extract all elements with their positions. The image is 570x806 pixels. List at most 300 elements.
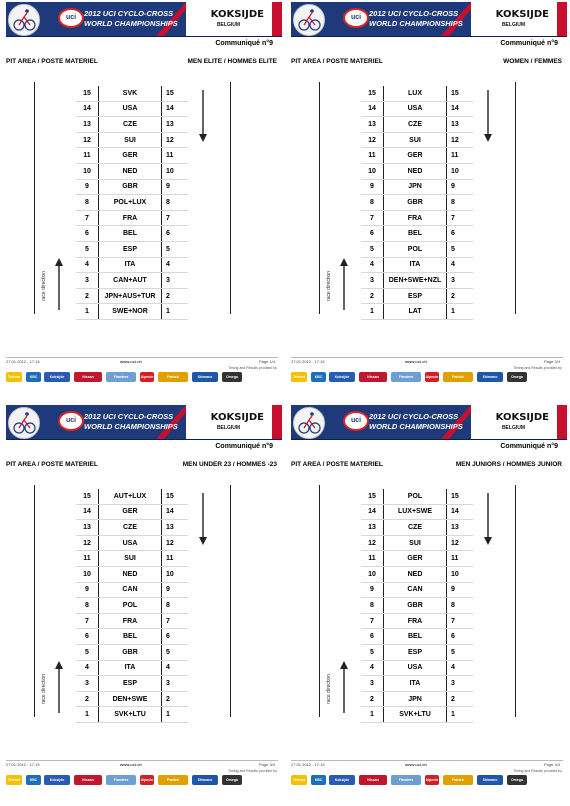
sponsor-logo: Telenet [6,372,22,382]
pit-number-right: 3 [447,676,474,692]
pit-row [361,195,473,211]
team-cell: ITA [99,660,162,676]
pit-number-right: 11 [447,148,474,164]
pit-number-right: 4 [447,660,474,676]
team-cell: FRA [384,210,447,226]
championship-logo [8,407,40,439]
pit-row [361,613,473,629]
team-cell: FRA [99,210,162,226]
pit-row [76,535,188,551]
sponsor-logo: Koksijde [44,775,70,785]
pit-number-right: 15 [162,489,189,504]
pit-assignment-table [361,86,473,320]
pit-number-left: 15 [76,489,99,504]
pit-number-left: 13 [361,117,384,133]
pit-row [361,163,473,179]
footer-date: 27.01.2012 - 17:15 [291,359,325,364]
pit-number-right: 9 [162,179,189,195]
communique-page-4 [285,403,570,806]
pit-number-right: 8 [162,195,189,211]
pit-row [76,676,188,692]
team-cell: SUI [99,551,162,567]
pit-number-left: 4 [361,660,384,676]
pit-number-right: 8 [447,195,474,211]
communique-number: Communiqué n°9 [215,443,273,450]
category-label: MEN UNDER 23 / HOMMES -23 [182,461,277,468]
banner-title-line2: WORLD CHAMPIONSHIPS [369,19,463,28]
pit-number-right: 3 [162,676,189,692]
pit-number-left: 8 [361,195,384,211]
pit-assignment-table [361,489,473,723]
team-cell: CZE [99,117,162,133]
pit-number-right: 9 [447,582,474,598]
pit-number-left: 3 [361,273,384,289]
sponsor-logo: Alpecin [425,372,439,382]
pit-number-right: 5 [447,644,474,660]
pit-number-right: 12 [447,132,474,148]
pit-area-label: PIT AREA / POSTE MATERIEL [291,461,383,468]
pit-row [76,489,188,504]
arrow-down-icon [199,493,207,545]
communique-number: Communiqué n°9 [500,40,558,47]
pit-row [76,598,188,614]
event-banner [291,2,567,37]
banner-accent-strip [272,405,282,439]
pit-number-right: 7 [447,210,474,226]
pit-number-right: 11 [447,551,474,567]
team-cell: USA [384,101,447,117]
team-cell: ESP [99,241,162,257]
uci-logo: uci [58,411,84,431]
pit-row [361,691,473,707]
pit-number-left: 15 [76,86,99,101]
pit-number-left: 9 [361,582,384,598]
communique-number: Communiqué n°9 [215,40,273,47]
pit-area-label: PIT AREA / POSTE MATERIEL [291,58,383,65]
communique-page-3 [0,403,285,806]
pit-row [76,504,188,520]
team-cell: GER [99,148,162,164]
pit-number-right: 10 [447,163,474,179]
host-country: BELGIUM [501,425,525,431]
pit-number-left: 1 [76,304,99,320]
pit-number-right: 2 [447,691,474,707]
footer-date: 27.01.2012 - 17:15 [6,359,40,364]
pit-row [76,148,188,164]
race-direction-label: race direction [326,271,332,302]
sponsor-logo: Omega [507,775,527,785]
banner-title-line2: WORLD CHAMPIONSHIPS [84,19,178,28]
pit-number-left: 7 [76,210,99,226]
pit-number-left: 8 [76,598,99,614]
pit-number-left: 6 [76,226,99,242]
pit-row [361,148,473,164]
pit-row [76,288,188,304]
sponsor-logo: KBC [26,775,41,785]
race-direction-label: race direction [326,674,332,705]
course-edge-right [230,485,231,717]
team-cell: JPN+AUS+TUR [99,288,162,304]
team-cell: GER [384,551,447,567]
pit-number-right: 14 [162,101,189,117]
pit-number-left: 3 [361,676,384,692]
host-city: KOKSIJDE [210,9,264,20]
event-banner [6,405,282,440]
team-cell: SVK+LTU [384,707,447,723]
pit-number-left: 12 [76,132,99,148]
sponsor-logo: Shimano [192,775,218,785]
team-cell: USA [99,101,162,117]
communique-page-2 [285,0,570,403]
pit-row [361,629,473,645]
team-cell: CZE [384,117,447,133]
arrow-down-icon [484,90,492,142]
championship-logo [293,407,325,439]
team-cell: ITA [384,257,447,273]
pit-row [361,288,473,304]
team-cell: GBR [99,179,162,195]
course-edge-right [230,82,231,314]
arrow-up-icon [55,258,63,310]
pit-number-right: 10 [447,566,474,582]
pit-row [76,86,188,101]
pit-number-left: 13 [361,520,384,536]
sponsor-logo: Koksijde [44,372,70,382]
pit-number-left: 5 [76,241,99,257]
host-country: BELGIUM [216,22,240,28]
team-cell: USA [99,535,162,551]
footer-timing-credit: Timing and Results provided by [228,769,277,773]
sponsor-logo: Nissan [359,775,387,785]
host-country: BELGIUM [216,425,240,431]
pit-row [361,707,473,723]
pit-row [76,613,188,629]
pit-row [361,551,473,567]
team-cell: USA [384,660,447,676]
pit-number-left: 12 [361,535,384,551]
pit-number-right: 13 [162,520,189,536]
pit-number-right: 5 [162,644,189,660]
pit-row [76,101,188,117]
pit-number-right: 3 [162,273,189,289]
team-cell: NED [99,163,162,179]
sponsor-logo: Flanders [106,372,136,382]
pit-number-right: 4 [162,660,189,676]
pit-number-left: 2 [361,691,384,707]
footer-divider [291,357,563,358]
sponsor-logo: Patrick [443,775,473,785]
pit-row [76,117,188,133]
pit-number-left: 6 [361,226,384,242]
pit-number-left: 11 [361,551,384,567]
team-cell: CAN [99,582,162,598]
team-cell: POL+LUX [99,195,162,211]
footer-page-number: Page 2/4 [543,359,560,364]
pit-number-left: 14 [76,101,99,117]
pit-number-right: 15 [162,86,189,101]
pit-row [361,676,473,692]
team-cell: BEL [384,629,447,645]
banner-title-line1: 2012 UCI CYCLO-CROSS [369,9,459,18]
arrow-down-icon [484,493,492,545]
team-cell: CAN+AUT [99,273,162,289]
pit-row [361,598,473,614]
team-cell: NED [99,566,162,582]
pit-number-right: 11 [162,551,189,567]
pit-row [76,691,188,707]
pit-number-left: 14 [361,504,384,520]
pit-row [361,566,473,582]
banner-title-line1: 2012 UCI CYCLO-CROSS [369,412,459,421]
uci-logo: uci [343,411,369,431]
pit-row [76,179,188,195]
sponsor-logo: Flanders [106,775,136,785]
course-edge-right [515,82,516,314]
sponsor-logo: Nissan [74,372,102,382]
pit-assignment-table [76,489,188,723]
footer-date: 27.01.2012 - 17:15 [6,762,40,767]
team-cell: CZE [99,520,162,536]
pit-row [76,273,188,289]
footer-url[interactable]: www.uci.ch [120,359,142,364]
pit-number-left: 5 [76,644,99,660]
category-label: MEN JUNIORS / HOMMES JUNIOR [455,461,562,468]
pit-number-left: 5 [361,241,384,257]
pit-row [361,179,473,195]
pit-number-right: 13 [447,117,474,133]
team-cell: JPN [384,691,447,707]
team-cell: CZE [384,520,447,536]
communique-number: Communiqué n°9 [500,443,558,450]
banner-accent-strip [557,405,567,439]
pit-number-left: 1 [361,304,384,320]
pit-number-left: 15 [361,86,384,101]
pit-row [76,241,188,257]
pit-row [361,226,473,242]
pit-number-left: 6 [76,629,99,645]
pit-number-left: 12 [76,535,99,551]
pit-number-right: 9 [162,582,189,598]
pit-number-right: 3 [447,273,474,289]
team-cell: ESP [384,288,447,304]
team-cell: NED [384,163,447,179]
championship-logo [8,4,40,36]
pit-row [76,132,188,148]
sponsor-logo: Omega [507,372,527,382]
pit-number-right: 7 [162,613,189,629]
sponsor-logo: KBC [311,372,326,382]
pit-number-left: 3 [76,273,99,289]
pit-row [361,520,473,536]
pit-row [361,132,473,148]
team-cell: ESP [99,676,162,692]
team-cell: BEL [99,226,162,242]
course-edge-left [34,485,35,717]
pit-row [361,86,473,101]
pit-number-right: 15 [447,86,474,101]
pit-number-left: 11 [76,148,99,164]
sponsor-logo: Shimano [477,775,503,785]
pit-number-right: 7 [447,613,474,629]
sponsor-logo: Telenet [291,775,307,785]
team-cell: LUX+SWE [384,504,447,520]
pit-row [76,257,188,273]
pit-number-right: 12 [447,535,474,551]
pit-number-right: 2 [447,288,474,304]
pit-number-left: 6 [361,629,384,645]
banner-title-line2: WORLD CHAMPIONSHIPS [84,422,178,431]
sponsor-logo: Patrick [443,372,473,382]
race-direction-label: race direction [41,674,47,705]
team-cell: SUI [384,132,447,148]
sponsor-logo: Alpecin [425,775,439,785]
team-cell: BEL [99,629,162,645]
pit-number-left: 15 [361,489,384,504]
sponsor-logo: Nissan [74,775,102,785]
pit-number-right: 1 [447,304,474,320]
banner-title-line1: 2012 UCI CYCLO-CROSS [84,412,174,421]
course-edge-left [319,82,320,314]
footer-page-number: Page 1/4 [258,359,275,364]
pit-number-left: 14 [361,101,384,117]
sponsor-logo: Alpecin [140,372,154,382]
event-banner [291,405,567,440]
pit-row [76,644,188,660]
pit-number-left: 11 [361,148,384,164]
pit-number-right: 6 [447,226,474,242]
banner-title-line1: 2012 UCI CYCLO-CROSS [84,9,174,18]
team-cell: SUI [384,535,447,551]
host-city-box [471,405,567,439]
category-label: WOMEN / FEMMES [503,58,562,65]
pit-number-right: 7 [162,210,189,226]
pit-number-left: 4 [76,257,99,273]
championship-logo [293,4,325,36]
pit-number-left: 12 [361,132,384,148]
sponsor-logo: Koksijde [329,372,355,382]
pit-number-right: 14 [162,504,189,520]
uci-logo: uci [58,8,84,28]
team-cell: JPN [384,179,447,195]
pit-number-right: 1 [447,707,474,723]
host-city: KOKSIJDE [210,412,264,423]
pit-row [361,660,473,676]
pit-area-label: PIT AREA / POSTE MATERIEL [6,58,98,65]
team-cell: ITA [384,676,447,692]
team-cell: LUX [384,86,447,101]
pit-number-right: 6 [162,226,189,242]
pit-area-label: PIT AREA / POSTE MATERIEL [6,461,98,468]
pit-row [361,644,473,660]
pit-number-left: 4 [76,660,99,676]
event-banner [6,2,282,37]
team-cell: GBR [384,598,447,614]
team-cell: LAT [384,304,447,320]
pit-number-right: 8 [447,598,474,614]
footer-timing-credit: Timing and Results provided by [228,366,277,370]
footer-timing-credit: Timing and Results provided by [513,366,562,370]
team-cell: DEN+SWE [99,691,162,707]
pit-row [361,582,473,598]
sponsor-logo: Patrick [158,775,188,785]
sponsor-logo: Telenet [6,775,22,785]
pit-number-right: 2 [162,691,189,707]
host-city-box [186,2,282,36]
pit-number-left: 13 [76,520,99,536]
pit-number-left: 10 [361,566,384,582]
pit-number-left: 2 [361,288,384,304]
banner-accent-strip [272,2,282,36]
pit-row [76,520,188,536]
team-cell: POL [384,489,447,504]
footer-divider [6,357,278,358]
pit-number-left: 13 [76,117,99,133]
pit-number-left: 2 [76,691,99,707]
team-cell: SUI [99,132,162,148]
pit-row [76,304,188,320]
pit-row [76,226,188,242]
pit-number-right: 6 [162,629,189,645]
team-cell: GER [99,504,162,520]
pit-number-left: 2 [76,288,99,304]
pit-row [76,210,188,226]
footer-url[interactable]: www.uci.ch [120,762,142,767]
footer-url[interactable]: www.uci.ch [405,359,427,364]
pit-row [361,489,473,504]
pit-number-left: 7 [361,210,384,226]
pit-number-left: 1 [361,707,384,723]
pit-number-right: 13 [447,520,474,536]
team-cell: FRA [384,613,447,629]
sponsor-logo: KBC [311,775,326,785]
team-cell: SWE+NOR [99,304,162,320]
pit-row [361,504,473,520]
pit-row [76,163,188,179]
pit-number-right: 4 [447,257,474,273]
footer-url[interactable]: www.uci.ch [405,762,427,767]
team-cell: CAN [384,582,447,598]
arrow-up-icon [55,661,63,713]
pit-row [76,707,188,723]
pit-number-left: 4 [361,257,384,273]
pit-number-right: 12 [162,132,189,148]
sponsor-strip [291,372,563,384]
pit-number-left: 11 [76,551,99,567]
pit-row [361,273,473,289]
pit-number-right: 13 [162,117,189,133]
sponsor-logo: Omega [222,775,242,785]
pit-number-left: 8 [76,195,99,211]
pit-number-left: 5 [361,644,384,660]
pit-number-right: 1 [162,304,189,320]
sponsor-logo: Nissan [359,372,387,382]
cyclist-emblem-icon [9,408,39,438]
pit-row [361,101,473,117]
footer-date: 27.01.2012 - 17:15 [291,762,325,767]
sponsor-logo: Shimano [192,372,218,382]
team-cell: POL [99,598,162,614]
arrow-up-icon [340,661,348,713]
team-cell: GER [384,148,447,164]
team-cell: NED [384,566,447,582]
arrow-down-icon [199,90,207,142]
pit-row [76,582,188,598]
pit-number-left: 7 [76,613,99,629]
pit-number-right: 5 [447,241,474,257]
cyclist-emblem-icon [9,5,39,35]
pit-number-left: 7 [361,613,384,629]
pit-row [361,304,473,320]
